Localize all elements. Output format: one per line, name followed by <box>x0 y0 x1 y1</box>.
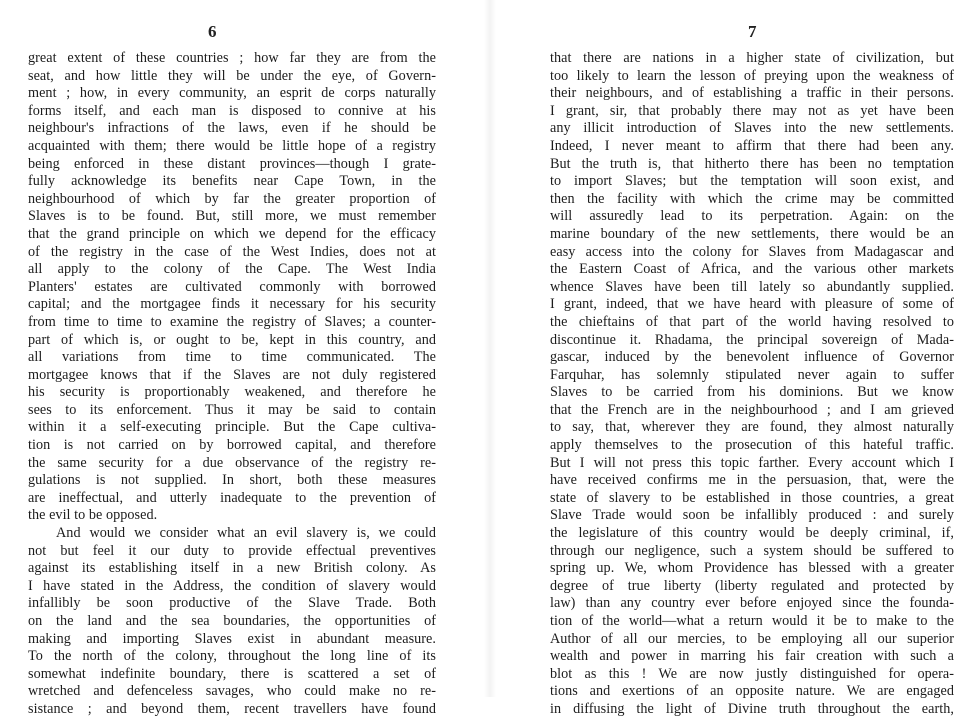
text-line: his security is proportionably weakened, and therefore he <box>28 384 436 401</box>
text-line: that there are nations in a higher state of civilization, but <box>550 50 954 66</box>
text-line: sees to its enforcement. Thus it may be said to contain <box>28 401 436 418</box>
left-page <box>0 0 490 717</box>
text-line: infallibly be soon productive of the Slave Trade. Both <box>28 595 436 612</box>
text-line: Slaves to be carried from his dominions. But we know <box>550 384 954 401</box>
text-line: Farquhar, has solemnly stipulated never again to suffer <box>550 366 954 383</box>
text-line: easy access into the colony for Slaves from Madagascar and <box>550 243 954 260</box>
text-line: against its establishing itself in a new British colony. As <box>28 560 436 577</box>
text-line: To the north of the colony, throughout the long line of its <box>28 648 436 665</box>
text-line: I have stated in the Address, the condition of slavery would <box>28 577 436 594</box>
text-line: blot as this ! We are now justly distinguished for opera- <box>550 665 954 682</box>
text-line: have received confirms me in the persuasion, that, were the <box>550 472 954 489</box>
text-line: And would we consider what an evil slavery is, we could <box>56 525 436 542</box>
text-line: their neighbours, and of establishing a traffic in their persons. <box>550 85 954 102</box>
text-line: seat, and how little they will be under the eye, of Govern- <box>28 67 436 84</box>
text-line: will assuredly lead to its perpetration. Again: on the <box>550 208 954 225</box>
text-line: whence Slaves have been till lately so abundantly supplied. <box>550 278 954 295</box>
text-line: degree of true liberty (liberty regulated and protected by <box>550 577 954 594</box>
text-line: forms itself, and each man is disposed to connive at his <box>28 102 436 119</box>
text-line: neighbourhood of which by far the greater proportion of <box>28 190 436 207</box>
text-line: through our negligence, such a system should be suffered to <box>550 542 954 559</box>
right-page-text <box>550 50 954 719</box>
text-line: of the registry in the case of the West Indies, does not at <box>28 243 436 260</box>
text-line: But the truth is, that hitherto there has been no temptation <box>550 155 954 172</box>
text-line: Planters' estates are cultivated commonly with borrowed <box>28 278 436 295</box>
text-line: I grant, sir, that probably there may not as yet have been <box>550 102 954 119</box>
text-line: to import Slaves; but the temptation will soon exist, and <box>550 173 954 190</box>
text-line: not but feel it our duty to provide effectual preventives <box>28 542 436 559</box>
text-line: the same security for a due observance of the registry re- <box>28 454 436 471</box>
text-line: gulations is not supplied. In short, both these measures <box>28 472 436 489</box>
text-line: being enforced in these distant provinces—though I grate- <box>28 155 436 172</box>
text-line: apply themselves to the prosecution of this hateful traffic. <box>550 437 954 454</box>
text-line: neighbour's infractions of the laws, even if he should be <box>28 120 436 137</box>
text-line: wealth and power in marring his fair creation with such a <box>550 648 954 665</box>
text-line: to say, that, wherever they are found, they almost naturally <box>550 419 954 436</box>
left-page-text <box>28 50 436 719</box>
text-line: Indeed, I never meant to affirm that there had been any. <box>550 137 954 154</box>
text-line: that the French are in the neighbourhood ; and I am grieved <box>550 401 954 418</box>
right-page <box>490 0 980 717</box>
text-line: fully acknowledge its benefits near Cape Town, in the <box>28 173 436 190</box>
text-line: making and importing Slaves exist in abundant measure. <box>28 630 436 647</box>
text-line: within it a self-executing principle. But the Cape cultiva- <box>28 419 436 436</box>
text-line: law) than any country ever before enjoyed since the founda- <box>550 595 954 612</box>
text-line: that the grand principle on which we depend for the efficacy <box>28 225 436 242</box>
text-line: from time to time to examine the registry of Slaves; a counter- <box>28 313 436 330</box>
text-line: sistance ; and beyond them, recent travellers have found <box>28 700 436 717</box>
text-line: the Eastern Coast of Africa, and the various other markets <box>550 261 954 278</box>
text-line: the chieftains of that part of the world having resolved to <box>550 313 954 330</box>
text-line: tions and exertions of an opposite nature. We are engaged <box>550 683 954 700</box>
text-line: Slaves is to be found. But, still more, we must remember <box>28 208 436 225</box>
text-line: the legislature of this country would be deeply criminal, if, <box>550 525 954 542</box>
text-line: Author of all our mercies, to be employing all our superior <box>550 630 954 647</box>
text-line: I grant, indeed, that we have heard with pleasure of some of <box>550 296 954 313</box>
text-line: any illicit introduction of Slaves into the new settlements. <box>550 120 954 137</box>
right-page-number: 7 <box>748 22 757 41</box>
text-line: wretched and defenceless savages, who could make no re- <box>28 683 436 700</box>
text-line: gascar, induced by the benevolent influence of Governor <box>550 349 954 366</box>
text-line: marine boundary of the new settlements, there would be an <box>550 225 954 242</box>
text-line: great extent of these countries ; how far they are from the <box>28 50 436 66</box>
text-line: acquainted with them; there would be little hope of a registry <box>28 137 436 154</box>
text-line: capital; and the mortgagee finds it necessary for his security <box>28 296 436 313</box>
text-line: are ineffectual, and utterly inadequate to the prevention of <box>28 489 436 506</box>
text-line: all apply to the colony of the Cape. The West India <box>28 261 436 278</box>
text-line: Slave Trade would soon be infallibly produced : and surely <box>550 507 954 524</box>
text-line: in diffusing the light of Divine truth throughout the earth, <box>550 700 954 717</box>
text-line: then the facility with which the crime may be committed <box>550 190 954 207</box>
text-line: But I will not press this topic farther. Every account which I <box>550 454 954 471</box>
text-line: all variations from time to time communicated. The <box>28 349 436 366</box>
text-line: on the land and the sea boundaries, the opportunities of <box>28 613 436 629</box>
text-line: tion is not carried on by borrowed capital, and therefore <box>28 437 436 454</box>
text-line: discontinue it. Rhadama, the principal sovereign of Mada- <box>550 331 954 348</box>
text-line: somewhat indefinite boundary, there is scattered a set of <box>28 665 436 682</box>
text-line: ment ; how, in every community, an esprit de corps naturally <box>28 85 436 102</box>
text-line: spring up. We, whom Providence has blessed with a greater <box>550 560 954 577</box>
text-line: too likely to learn the lesson of preying upon the weakness of <box>550 67 954 84</box>
text-line: tion of the world—what a return would it be to make to the <box>550 613 954 629</box>
left-page-number: 6 <box>208 22 217 41</box>
text-line: the evil to be opposed. <box>28 507 158 524</box>
text-line: state of slavery to be established in those countries, a great <box>550 489 954 506</box>
text-line: mortgagee knows that if the Slaves are not duly registered <box>28 366 436 383</box>
text-line: part of which is, or ought to be, kept in this country, and <box>28 331 436 348</box>
